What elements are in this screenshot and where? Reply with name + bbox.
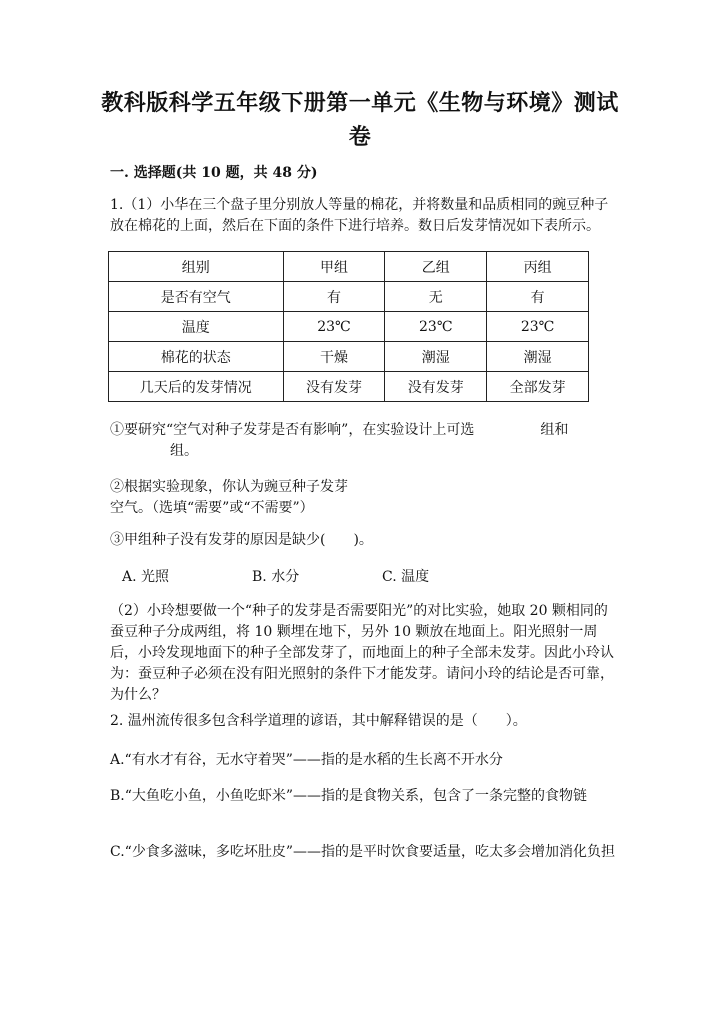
- option-b[interactable]: B. 水分: [252, 569, 300, 585]
- table-cell: 有: [283, 282, 385, 312]
- table-row: [109, 372, 589, 402]
- table-row: [109, 312, 589, 342]
- sub-1-text-c: 组。: [170, 443, 198, 459]
- table-row: [109, 342, 589, 372]
- table-cell: 棉花的状态: [109, 342, 284, 372]
- page-title: 教科版科学五年级下册第一单元《生物与环境》测试卷: [101, 90, 619, 150]
- table-cell: 无: [385, 282, 487, 312]
- table-cell: 乙组: [385, 252, 487, 282]
- question-1-intro: 1.（1）小华在三个盘子里分别放人等量的棉花，并将数量和品质相同的豌豆种子放在棉花的上面，然后在下面的条件下进行培养。数日后发芽情况如下表所示。: [110, 197, 609, 234]
- option-a[interactable]: A. 光照: [122, 569, 170, 585]
- question-2-option-b[interactable]: B.“大鱼吃小鱼，小鱼吃虾米”——指的是食物关系，包含了一条完整的食物链: [110, 788, 588, 804]
- question-1-options: [122, 566, 512, 586]
- table-cell: 甲组: [283, 252, 385, 282]
- table-cell: 有: [487, 282, 589, 312]
- table-cell: 23℃: [385, 312, 487, 342]
- sub-1-text-b: 组和: [540, 422, 569, 438]
- table-cell: 几天后的发芽情况: [109, 372, 284, 402]
- table-cell: 没有发芽: [283, 372, 385, 402]
- table-cell: 潮湿: [487, 342, 589, 372]
- question-1-part-2: （2）小玲想要做一个“种子的发芽是否需要阳光”的对比实验，她取 20 颗相同的蚕豆种子分成两组，将 10 颗埋在地下，另外 10 颗放在地面上。阳光照射一周后，小玲发现地面下的种子全部发芽了，而地面上的种子全部未发芽。因此小玲认为：蚕豆种子必须在没有阳光照射的条件下才能发芽。请问小玲的结论是否可靠，为什么？: [110, 603, 614, 703]
- experiment-table: [108, 251, 589, 402]
- question-1-sub-1: [110, 420, 615, 462]
- question-1-sub-2: [110, 477, 615, 519]
- section-header: 一. 选择题(共 10 题，共 48 分): [110, 165, 318, 181]
- table-cell: 没有发芽: [385, 372, 487, 402]
- table-cell: 是否有空气: [109, 282, 284, 312]
- sub-2-text-b: 空气。（选填“需要”或“不需要”）: [110, 500, 314, 516]
- table-cell: 23℃: [487, 312, 589, 342]
- table-row: [109, 282, 589, 312]
- table-cell: 潮湿: [385, 342, 487, 372]
- sub-1-text-a: ①要研究“空气对种子发芽是否有影响”，在实验设计上可选: [110, 422, 475, 438]
- table-cell: 23℃: [283, 312, 385, 342]
- table-header-row: [109, 252, 589, 282]
- table-cell: 干燥: [283, 342, 385, 372]
- question-1-sub-3: ③甲组种子没有发芽的原因是缺少( )。: [110, 532, 373, 548]
- table-cell: 温度: [109, 312, 284, 342]
- question-2-option-a[interactable]: A.“有水才有谷，无水守着哭”——指的是水稻的生长离不开水分: [110, 752, 503, 768]
- question-2-stem: 2. 温州流传很多包含科学道理的谚语，其中解释错误的是（ ）。: [110, 713, 527, 729]
- sub-2-text-a: ②根据实验现象，你认为豌豆种子发芽: [110, 479, 348, 495]
- table-cell: 组别: [109, 252, 284, 282]
- option-c[interactable]: C. 温度: [382, 569, 430, 585]
- table-cell: 全部发芽: [487, 372, 589, 402]
- question-2-option-c[interactable]: C.“少食多滋味，多吃坏肚皮”——指的是平时饮食要适量，吃太多会增加消化负担: [110, 844, 615, 860]
- table-cell: 丙组: [487, 252, 589, 282]
